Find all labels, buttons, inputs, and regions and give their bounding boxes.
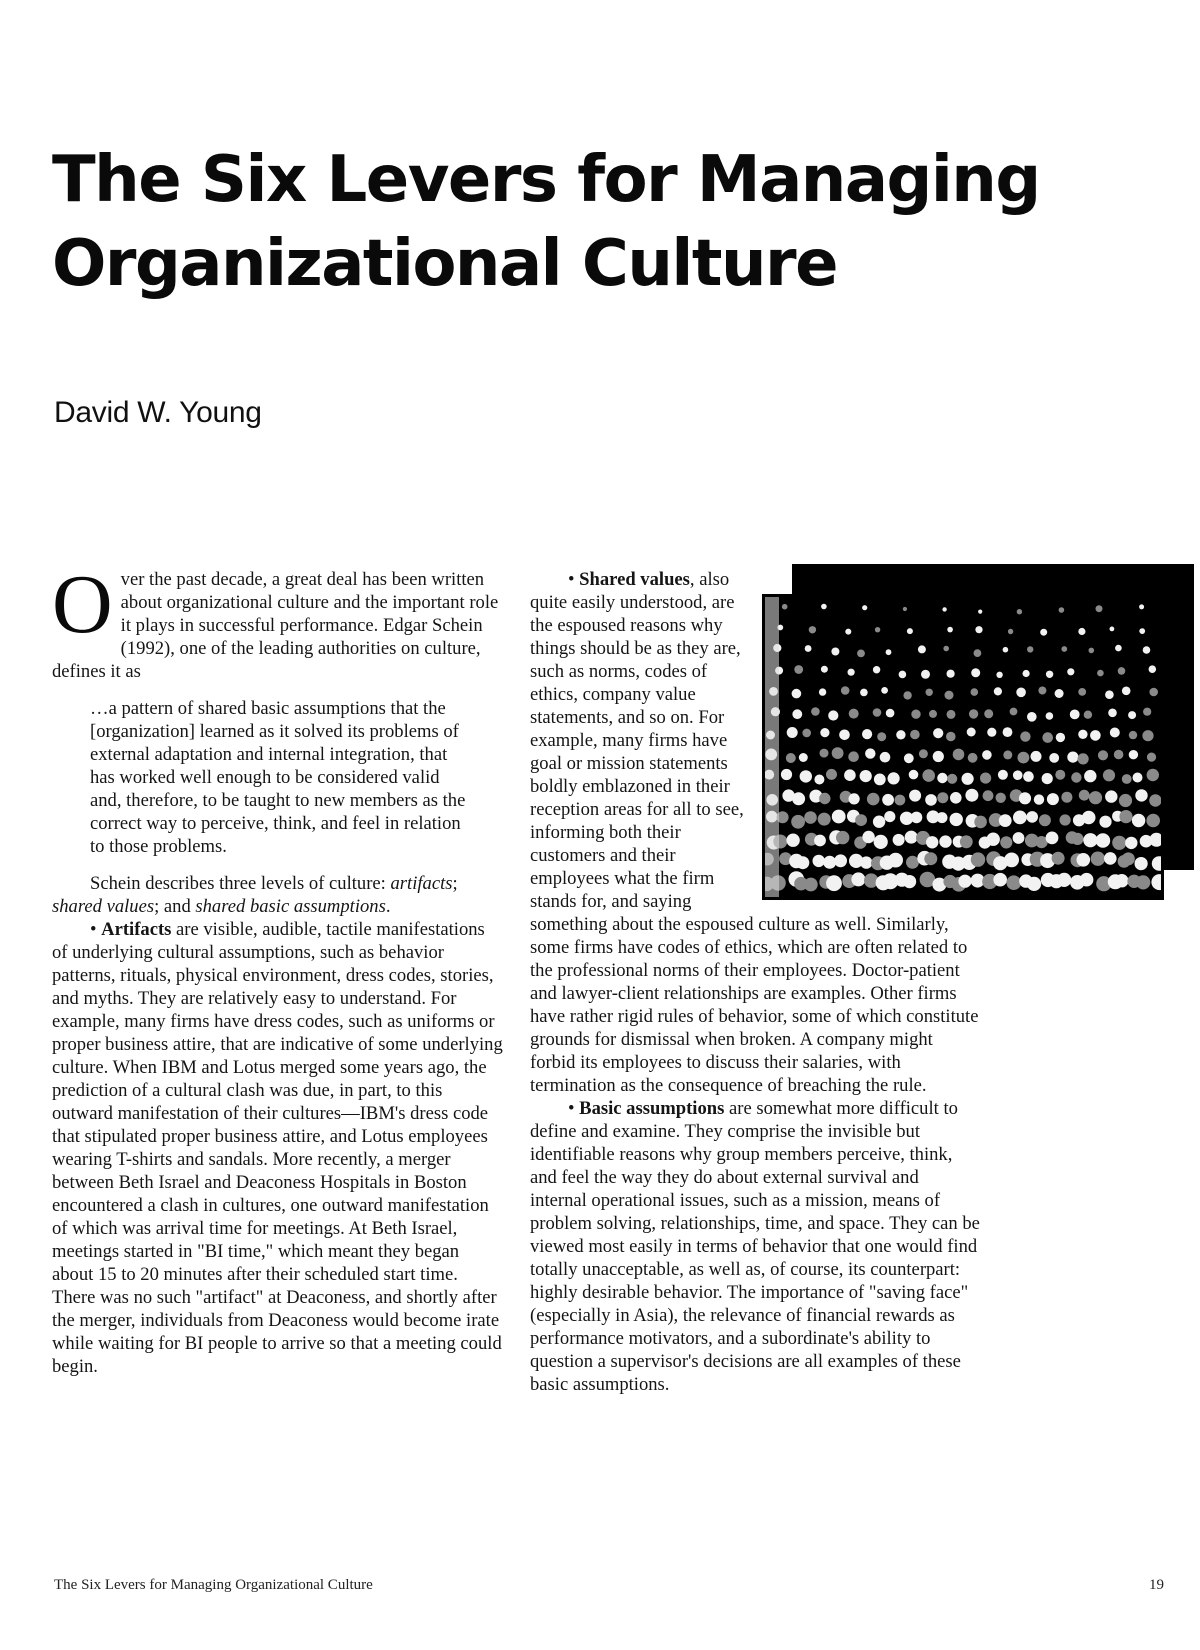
crowd-figure <box>953 749 965 761</box>
crowd-figure <box>1039 814 1051 826</box>
crowd-figure <box>1004 853 1019 868</box>
drop-cap: O <box>52 558 113 651</box>
crowd-figure <box>903 691 911 699</box>
term-shared-values: shared values <box>52 896 155 917</box>
crowd-figure <box>821 666 828 673</box>
crowd-figure <box>933 751 944 762</box>
crowd-figure <box>823 856 836 869</box>
crowd-figure <box>828 710 838 720</box>
crowd-figure <box>877 732 886 741</box>
crowd-figure <box>1139 628 1145 634</box>
crowd-figure <box>926 689 933 696</box>
crowd-figure <box>1097 670 1104 677</box>
crowd-figure <box>888 772 900 784</box>
crowd-figure <box>886 649 892 655</box>
crowd-figure <box>999 814 1012 827</box>
crowd-figure <box>819 793 830 804</box>
crowd-figure <box>821 604 827 610</box>
crowd-figure <box>895 795 906 806</box>
page-footer <box>54 1577 1164 1594</box>
crowd-figure <box>1027 646 1033 652</box>
levels-text: Schein describes three levels of culture: <box>90 873 391 894</box>
crowd-figure <box>857 650 865 658</box>
crowd-figure <box>974 649 982 657</box>
crowd-figure <box>1003 647 1009 653</box>
crowd-figure <box>971 852 985 866</box>
crowd-figure <box>826 875 842 891</box>
crowd-figure <box>968 753 978 763</box>
levels-end: . <box>385 896 391 917</box>
crowd-figure <box>1112 836 1126 850</box>
crowd-figure <box>860 770 872 782</box>
crowd-figure <box>873 816 885 828</box>
crowd-figure <box>1016 688 1026 698</box>
crowd-figure <box>904 753 914 763</box>
crowd-figure <box>848 669 855 676</box>
artifacts-text: are visible, audible, tactile manifestations of underlying cultural assumptions, such as behavior patterns, rituals, physical environment, dress codes, stories, and myths. They are relatively easy to understand. For example, many firms have dress codes, such as uniforms or proper business attire, that are indicative of some underlying culture. When IBM and Lotus merged some years ago, the prediction of a cultural clash was due, in part, to this outward manifestation of their cultures—IBM's dress code that stipulated proper business attire, and Lotus employees wearing T-shirts and sandals. More recently, a merger between Beth Israel and Deaconess Hospitals in Boston encountered a clash in cultures, one outward manifestation of which was arrival time for meetings. At Beth Israel, meetings started in "BI time," which meant they began about 15 to 20 minutes after their scheduled start time. There was no such "artifact" at Deaconess, and shortly after the merger, individuals from Deaconess would become irate while waiting for BI people to arrive so that a meeting could begin. <box>52 919 503 1377</box>
levels-sep2: ; and <box>154 896 196 917</box>
crowd-figure <box>1057 873 1071 887</box>
crowd-figure <box>873 708 882 717</box>
crowd-figure <box>1052 852 1065 865</box>
crowd-figure <box>1031 751 1042 762</box>
running-title: The Six Levers for Managing Organizational Culture <box>54 1577 373 1593</box>
crowd-figure <box>1147 753 1156 762</box>
crowd-figure <box>796 856 809 869</box>
crowd-figure <box>1108 709 1117 718</box>
crowd-figure <box>996 672 1002 678</box>
crowd-figure <box>1122 774 1132 784</box>
basic-assumptions-heading: Basic assumptions <box>579 1098 725 1119</box>
crowd-figure <box>984 709 993 718</box>
crowd-figure <box>849 793 860 804</box>
crowd-figure <box>994 687 1002 695</box>
crowd-figure <box>909 790 921 802</box>
crowd-figure <box>896 730 905 739</box>
crowd-figure <box>1078 628 1085 635</box>
shared-values-heading: Shared values <box>579 569 690 590</box>
bullet-icon: • <box>568 1098 575 1119</box>
crowd-figure <box>786 834 799 847</box>
crowd-figure <box>947 627 953 633</box>
crowd-figure <box>860 856 872 868</box>
crowd-figure <box>929 710 937 718</box>
crowd-figure <box>1046 671 1053 678</box>
crowd-figure <box>1013 811 1027 825</box>
crowd-figure <box>855 814 867 826</box>
crowd-figure <box>1059 607 1065 613</box>
crowd-figure <box>922 769 935 782</box>
crowd-figure <box>1090 730 1101 741</box>
crowd-figure <box>1071 772 1081 782</box>
crowd-figure <box>947 774 957 784</box>
photo-background <box>765 597 1161 897</box>
crowd-figure <box>813 855 825 867</box>
crowd-figure <box>965 789 978 802</box>
crowd-figure <box>1146 814 1160 828</box>
photo-edge-highlight <box>765 597 779 897</box>
crowd-figure <box>1060 814 1071 825</box>
crowd-figure <box>899 671 907 679</box>
bullet-icon: • <box>568 569 575 590</box>
crowd-figure <box>839 730 850 741</box>
crowd-figure <box>844 769 856 781</box>
crowd-figure <box>1010 708 1018 716</box>
crowd-figure <box>880 752 891 763</box>
crowd-figure <box>1098 750 1108 760</box>
crowd-figure <box>1115 645 1122 652</box>
bullet-icon: • <box>90 919 97 940</box>
crowd-figure <box>1104 852 1117 865</box>
crowd-figure <box>1119 794 1132 807</box>
crowd-figure <box>1079 790 1090 801</box>
crowd-figure <box>787 727 798 738</box>
crowd-figure <box>967 728 976 737</box>
crowd-figure <box>905 831 918 844</box>
crowd-figure <box>1089 791 1102 804</box>
crowd-figure <box>975 626 982 633</box>
crowd-figure <box>1026 811 1038 823</box>
crowd-figure <box>1118 667 1126 675</box>
crowd-figure <box>848 751 859 762</box>
crowd-figure <box>1128 711 1136 719</box>
crowd-figure <box>1119 810 1132 823</box>
crowd-figure <box>1115 874 1128 887</box>
crowd-figure <box>993 873 1007 887</box>
crowd-figure <box>980 773 991 784</box>
crowd-figure <box>832 810 846 824</box>
crowd-figure <box>911 710 920 719</box>
crowd-figure <box>937 812 948 823</box>
schein-quote: …a pattern of shared basic assumptions that the [organization] learned as it solved its problems of external adaptation and internal integration, that has worked well enough to be considered valid and, therefore, to be taught to new members as the correct way to perceive, think, and feel in relation to those problems. <box>90 698 466 857</box>
crowd-figure <box>1133 773 1143 783</box>
crowd-figure <box>987 833 1000 846</box>
crowd-figure <box>950 792 962 804</box>
crowd-figure <box>1122 687 1131 696</box>
crowd-figure <box>1056 733 1065 742</box>
crowd-figure <box>942 607 946 611</box>
article-title-line2: Organizational Culture <box>52 227 837 301</box>
crowd-figure <box>875 627 880 632</box>
levels-sep1: ; <box>452 873 458 894</box>
crowd-figure <box>792 792 805 805</box>
crowd-figure <box>782 604 788 610</box>
crowd-figure <box>1017 609 1022 614</box>
crowd-figure <box>1110 728 1120 738</box>
artifacts-paragraph <box>52 918 504 1378</box>
crowd-figure <box>802 729 811 738</box>
crowd-figure <box>1149 688 1158 697</box>
crowd-figure <box>884 811 895 822</box>
crowd-figure <box>860 689 868 697</box>
crowd-figure <box>998 770 1008 780</box>
crowd-figure <box>1105 790 1117 802</box>
crowd-figure <box>1096 605 1103 612</box>
crowd-figure <box>1114 750 1124 760</box>
photo-frame <box>762 594 1164 900</box>
crowd-figure <box>919 749 928 758</box>
levels-paragraph <box>52 872 504 918</box>
crowd-figure <box>804 878 818 892</box>
crowd-figure <box>911 812 923 824</box>
crowd-figure <box>937 792 948 803</box>
crowd-figure <box>978 610 982 614</box>
crowd-figure <box>945 691 954 700</box>
basic-assumptions-text: are somewhat more difficult to define and examine. They comprise the invisible but identifiable reasons why group members perceive, think, and feel the way they do about external survival and internal operational issues, such as a mission, means of problem solving, relationships, time, and space. They can be viewed most easily in terms of behavior that one would find totally unacceptable, as well as, of course, its counterpart: highly desirable behavior. The importance of "saving face" (especially in Asia), the relevance of financial rewards as performance motivators, and a subordinate's ability to question a supervisor's decisions are all examples of these basic assumptions. <box>530 1098 980 1395</box>
crowd-figure <box>1061 792 1072 803</box>
crowd-figure <box>800 770 812 782</box>
crowd-figure <box>882 794 894 806</box>
crowd-figure <box>804 811 817 824</box>
crowd-figure <box>987 728 996 737</box>
crowd-figure <box>1046 712 1054 720</box>
crowd-figure <box>950 813 963 826</box>
crowd-figure <box>814 775 824 785</box>
crowd-figure <box>867 793 880 806</box>
crowd-figure <box>862 729 872 739</box>
intro-paragraph <box>52 558 504 683</box>
crowd-figure <box>943 646 949 652</box>
crowd-figure <box>925 794 937 806</box>
crowd-figure <box>1023 670 1030 677</box>
crowd-figure <box>1020 731 1030 741</box>
crowd-figure <box>819 688 826 695</box>
crowd-figure <box>1135 857 1148 870</box>
crowd-figure <box>971 668 980 677</box>
crowd-figure <box>1132 814 1145 827</box>
crowd-figure <box>982 750 992 760</box>
crowd-figure <box>1046 832 1059 845</box>
crowd-figure <box>960 835 973 848</box>
crowd-figure <box>1083 833 1097 847</box>
crowd-figure <box>1049 753 1059 763</box>
column-left <box>52 558 504 1378</box>
crowd-figure <box>893 834 905 846</box>
crowd-figure <box>1082 811 1096 825</box>
crowd-figure <box>921 670 930 679</box>
crowd-figure <box>1007 875 1022 890</box>
crowd-figure <box>1099 816 1111 828</box>
crowd-figure <box>971 688 979 696</box>
crowd-figure <box>1143 646 1151 654</box>
crowd-figure <box>873 666 880 673</box>
crowd-figure <box>1023 771 1034 782</box>
crowd-figure <box>794 665 803 674</box>
crowd-figure <box>851 872 865 886</box>
crowd-figure <box>865 748 875 758</box>
crowd-figure <box>1003 750 1012 759</box>
crowd-figure <box>947 710 956 719</box>
crowd-figure <box>799 753 808 762</box>
crowd-figure <box>1078 688 1086 696</box>
crowd-figure <box>1071 833 1083 845</box>
crowd-figure <box>933 728 943 738</box>
crowd-photo <box>762 564 1192 902</box>
crowd-figure <box>874 774 886 786</box>
crowd-figure <box>811 707 820 716</box>
crowd-figure <box>781 769 792 780</box>
crowd-figure <box>906 856 919 869</box>
crowd-figure <box>820 749 829 758</box>
artifacts-heading: Artifacts <box>101 919 172 940</box>
crowd-figure <box>832 747 844 759</box>
crowd-figure <box>1136 875 1150 889</box>
crowd-figure <box>862 605 867 610</box>
crowd-figure <box>1038 687 1046 695</box>
crowd-figure <box>1080 873 1094 887</box>
crowd-figure <box>792 689 802 699</box>
page-number: 19 <box>1149 1577 1164 1593</box>
crowd-figure <box>939 835 951 847</box>
crowd-figure <box>1067 752 1078 763</box>
crowd-figure <box>1018 752 1030 764</box>
crowd-figure <box>1110 627 1115 632</box>
crowd-figure <box>1070 710 1080 720</box>
crowd-figure <box>1084 770 1096 782</box>
crowd-figure <box>814 835 826 847</box>
crowd-figure <box>1129 731 1137 739</box>
crowd-figure <box>831 648 839 656</box>
crowd-figure <box>818 813 831 826</box>
crowd-figure <box>1142 730 1153 741</box>
crowd-figure <box>1147 769 1159 781</box>
crowd-figure <box>809 626 816 633</box>
crowd-figure <box>1055 770 1065 780</box>
crowd-figure <box>820 728 829 737</box>
crowd-figure <box>983 790 994 801</box>
crowd-figure <box>1040 629 1047 636</box>
crowd-image <box>765 597 1161 897</box>
crowd-figure <box>862 831 874 843</box>
crowd-figure <box>1042 773 1053 784</box>
crowd-figure <box>910 730 920 740</box>
crowd-figure <box>974 816 987 829</box>
term-basic-assumptions: shared basic assumptions <box>195 896 386 917</box>
crowd-figure <box>926 836 938 848</box>
crowd-figure <box>1034 794 1044 804</box>
crowd-figure <box>1078 753 1089 764</box>
crowd-figure <box>1096 833 1111 848</box>
crowd-figure <box>841 686 850 695</box>
crowd-figure <box>918 645 926 653</box>
crowd-figure <box>791 815 805 829</box>
crowd-figure <box>1089 648 1095 654</box>
crowd-figure <box>969 709 978 718</box>
crowd-figure <box>874 835 888 849</box>
article-title-line1: The Six Levers for Managing <box>52 143 1040 217</box>
crowd-figure <box>1047 793 1059 805</box>
crowd-figure <box>1019 792 1031 804</box>
crowd-figure <box>1000 836 1012 848</box>
crowd-figure <box>1008 629 1013 634</box>
crowd-figure <box>888 853 903 868</box>
crowd-figure <box>786 753 796 763</box>
intro-text: ver the past decade, a great deal has been written about organizational culture and the important role it plays in successful performance. Edgar Schein (1992), one of the leading authorities on culture, defines it as <box>52 569 499 682</box>
crowd-figure <box>1003 727 1013 737</box>
crowd-figure <box>937 773 947 783</box>
crowd-figure <box>1143 708 1151 716</box>
crowd-figure <box>909 770 919 780</box>
shared-values-text: , also quite easily understood, are the espoused reasons why things should be as they are, such as norms, codes of ethics, company value statements, and so on. For example, many firms have goal or mission statements boldly emblazoned in their reception areas for all to see, informing both their customers and their employees what the firm stands for, and saying something about the espoused culture as well. Similarly, some firms have codes of ethics, which are often related to the professional norms of their employees. Doctor-patient and lawyer-client relationships are examples. Other firms have rather rigid rules of behavior, some of which constitute grounds for dismissal when broken. A company might forbid its employees to discuss their salaries, with termination as the consequence of breaching the rule. <box>530 569 979 1096</box>
crowd-figure <box>903 875 916 888</box>
basic-assumptions-paragraph <box>530 1097 980 1396</box>
crowd-figure <box>845 629 851 635</box>
crowd-figure <box>1042 732 1053 743</box>
crowd-figure <box>1078 730 1087 739</box>
crowd-figure <box>1027 712 1037 722</box>
crowd-figure <box>958 875 971 888</box>
crowd-figure <box>834 854 847 867</box>
crowd-figure <box>947 670 955 678</box>
crowd-figure <box>1122 852 1135 865</box>
crowd-figure <box>907 628 913 634</box>
crowd-figure <box>792 709 802 719</box>
crowd-figure <box>849 709 859 719</box>
crowd-figure <box>1149 665 1157 673</box>
crowd-figure <box>1055 689 1064 698</box>
crowd-figure <box>1013 832 1025 844</box>
crowd-figure <box>826 769 837 780</box>
crowd-figure <box>924 852 937 865</box>
term-artifacts: artifacts <box>390 873 453 894</box>
crowd-figure <box>946 732 956 742</box>
crowd-figure <box>1084 711 1092 719</box>
crowd-figure <box>1091 852 1105 866</box>
crowd-figure <box>1129 750 1138 759</box>
crowd-figure <box>881 687 888 694</box>
crowd-figure <box>1135 789 1147 801</box>
crowd-figure <box>1105 690 1114 699</box>
crowd-figure <box>1067 668 1074 675</box>
crowd-figure <box>996 793 1006 803</box>
crowd-figure <box>903 607 907 611</box>
crowd-figure <box>1103 769 1115 781</box>
crowd-figure <box>1013 770 1023 780</box>
crowd-figure <box>962 773 974 785</box>
column-right <box>530 568 980 1396</box>
crowd-figure <box>1077 853 1091 867</box>
article-title <box>52 138 1152 306</box>
crowd-figure <box>1061 646 1067 652</box>
crowd-figure <box>1139 604 1144 609</box>
crowd-figure <box>836 831 849 844</box>
crowd-figure <box>805 645 812 652</box>
crowd-figure <box>1027 877 1041 891</box>
crowd-figure <box>886 709 895 718</box>
author-name: David W. Young <box>54 396 262 429</box>
crowd-figure <box>1125 837 1137 849</box>
